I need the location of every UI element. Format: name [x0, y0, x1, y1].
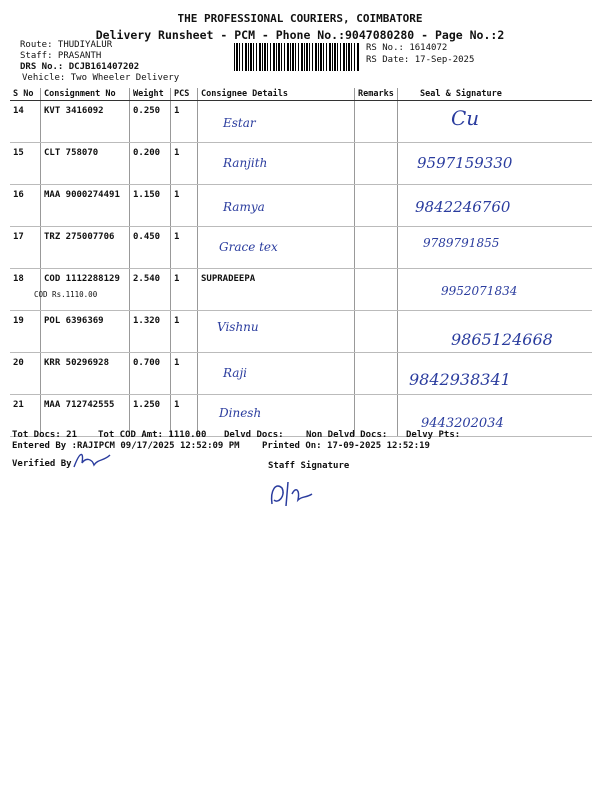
cell-weight: 0.450: [130, 227, 171, 269]
cell-remarks: [355, 353, 398, 395]
table-row: [10, 269, 592, 311]
col-seal: Seal & Signature: [398, 88, 593, 101]
cell-consignee: [198, 311, 355, 353]
cell-consignment: KVT 3416092: [41, 101, 130, 143]
signature-handwriting: 9842246760: [415, 198, 511, 216]
consignee-handwriting: Vishnu: [217, 320, 259, 334]
cell-signature: [398, 353, 593, 395]
company-name: THE PROFESSIONAL COURIERS, COIMBATORE: [177, 12, 423, 25]
cell-pcs: 1: [171, 269, 198, 311]
col-consignment: Consignment No: [41, 88, 130, 101]
rs-date: RS Date: 17-Sep-2025: [366, 55, 475, 65]
cell-sno: 14: [10, 101, 41, 143]
signature-handwriting: 9789791855: [423, 236, 500, 250]
signature-handwriting: 9597159330: [417, 154, 513, 172]
cell-signature: [398, 101, 593, 143]
delivered-docs: Delvd Docs:: [224, 430, 284, 440]
cell-consignee: [198, 353, 355, 395]
cell-consignee: [198, 143, 355, 185]
consignee-handwriting: Ranjith: [223, 156, 268, 170]
cell-signature: [398, 269, 593, 311]
cell-weight: 2.540: [130, 269, 171, 311]
cell-consignee: [198, 227, 355, 269]
col-consignee: Consignee Details: [198, 88, 355, 101]
printed-on: Printed On: 17-09-2025 12:52:19: [262, 441, 430, 451]
cell-signature: [398, 143, 593, 185]
cell-sno: 17: [10, 227, 41, 269]
cell-signature: [398, 311, 593, 353]
verifier-signature-icon: [70, 447, 114, 473]
drs-number: DRS No.: DCJB161407202: [20, 62, 140, 72]
cell-weight: 0.250: [130, 101, 171, 143]
table-row: [10, 101, 592, 143]
staff-signature-label: Staff Signature: [268, 461, 350, 471]
staff-label: Staff: PRASANTH: [20, 51, 102, 61]
vehicle-label: Vehicle: Two Wheeler Delivery: [22, 73, 180, 83]
table-row: [10, 227, 592, 269]
cell-pcs: 1: [171, 311, 198, 353]
cod-amount-note: COD Rs.1110.00: [34, 290, 98, 299]
cell-pcs: 1: [171, 395, 198, 437]
consignee-handwriting: Dinesh: [219, 406, 262, 420]
cell-sno: 16: [10, 185, 41, 227]
signature-handwriting: 9842938341: [409, 370, 511, 389]
consignee-handwriting: Grace tex: [219, 240, 278, 254]
cell-sno: 19: [10, 311, 41, 353]
cell-pcs: 1: [171, 353, 198, 395]
barcode: [234, 43, 360, 71]
cell-consignment: MAA 712742555: [41, 395, 130, 437]
cell-sno: 18: [10, 269, 41, 311]
signature-handwriting: 9443202034: [421, 416, 504, 431]
col-remarks: Remarks: [355, 88, 398, 101]
cell-weight: 0.700: [130, 353, 171, 395]
cell-weight: 1.150: [130, 185, 171, 227]
table-row: [10, 143, 592, 185]
table-row: [10, 185, 592, 227]
cell-weight: 1.250: [130, 395, 171, 437]
consignee-handwriting: Ramya: [223, 200, 265, 214]
table-header-row: [10, 88, 592, 101]
consignee-handwriting: Raji: [223, 366, 248, 380]
delivery-table: [10, 88, 592, 437]
cell-consignment: MAA 9000274491: [41, 185, 130, 227]
total-cod-amount: Tot COD Amt: 1110.00: [98, 430, 207, 440]
total-docs: Tot Docs: 21: [12, 430, 78, 440]
consignee-handwriting: Estar: [223, 116, 256, 130]
signature-handwriting: 9952071834: [441, 284, 518, 298]
rs-number: RS No.: 1614072: [366, 43, 448, 53]
cell-remarks: [355, 311, 398, 353]
verified-by-label: Verified By: [12, 459, 72, 469]
table-row: [10, 353, 592, 395]
cell-remarks: [355, 185, 398, 227]
cell-consignee: [198, 101, 355, 143]
cell-consignee: [198, 185, 355, 227]
cell-consignee: SUPRADEEPA: [198, 269, 355, 311]
cell-pcs: 1: [171, 185, 198, 227]
table-row: [10, 311, 592, 353]
col-weight: Weight: [130, 88, 171, 101]
col-pcs: PCS: [171, 88, 198, 101]
signature-handwriting: Cu: [451, 106, 480, 130]
route-label: Route: THUDIYALUR: [20, 40, 113, 50]
cell-remarks: [355, 269, 398, 311]
cell-pcs: 1: [171, 143, 198, 185]
delivery-points: Delvy Pts:: [406, 430, 461, 440]
signature-handwriting: 9865124668: [451, 330, 553, 349]
col-sno: S No: [10, 88, 41, 101]
cell-remarks: [355, 101, 398, 143]
cell-pcs: 1: [171, 227, 198, 269]
cell-sno: 20: [10, 353, 41, 395]
cell-signature: [398, 227, 593, 269]
cell-weight: 1.320: [130, 311, 171, 353]
cell-remarks: [355, 143, 398, 185]
runsheet-title: Delivery Runsheet - PCM - Phone No.:9047080280 - Page No.:2: [95, 28, 505, 42]
cell-consignment: KRR 50296928: [41, 353, 130, 395]
entered-by: Entered By :RAJIPCM 09/17/2025 12:52:09 PM: [12, 441, 240, 451]
cell-sno: 15: [10, 143, 41, 185]
cell-consignment: COD 1112288129: [41, 269, 130, 311]
staff-signature-icon: [266, 476, 318, 510]
non-delivered-docs: Non Delvd Docs:: [306, 430, 388, 440]
cell-signature: [398, 185, 593, 227]
cell-consignment: TRZ 275007706: [41, 227, 130, 269]
cell-remarks: [355, 227, 398, 269]
cell-pcs: 1: [171, 101, 198, 143]
cell-weight: 0.200: [130, 143, 171, 185]
cell-consignment: CLT 758070: [41, 143, 130, 185]
cell-sno: 21: [10, 395, 41, 437]
cell-consignment: POL 6396369: [41, 311, 130, 353]
